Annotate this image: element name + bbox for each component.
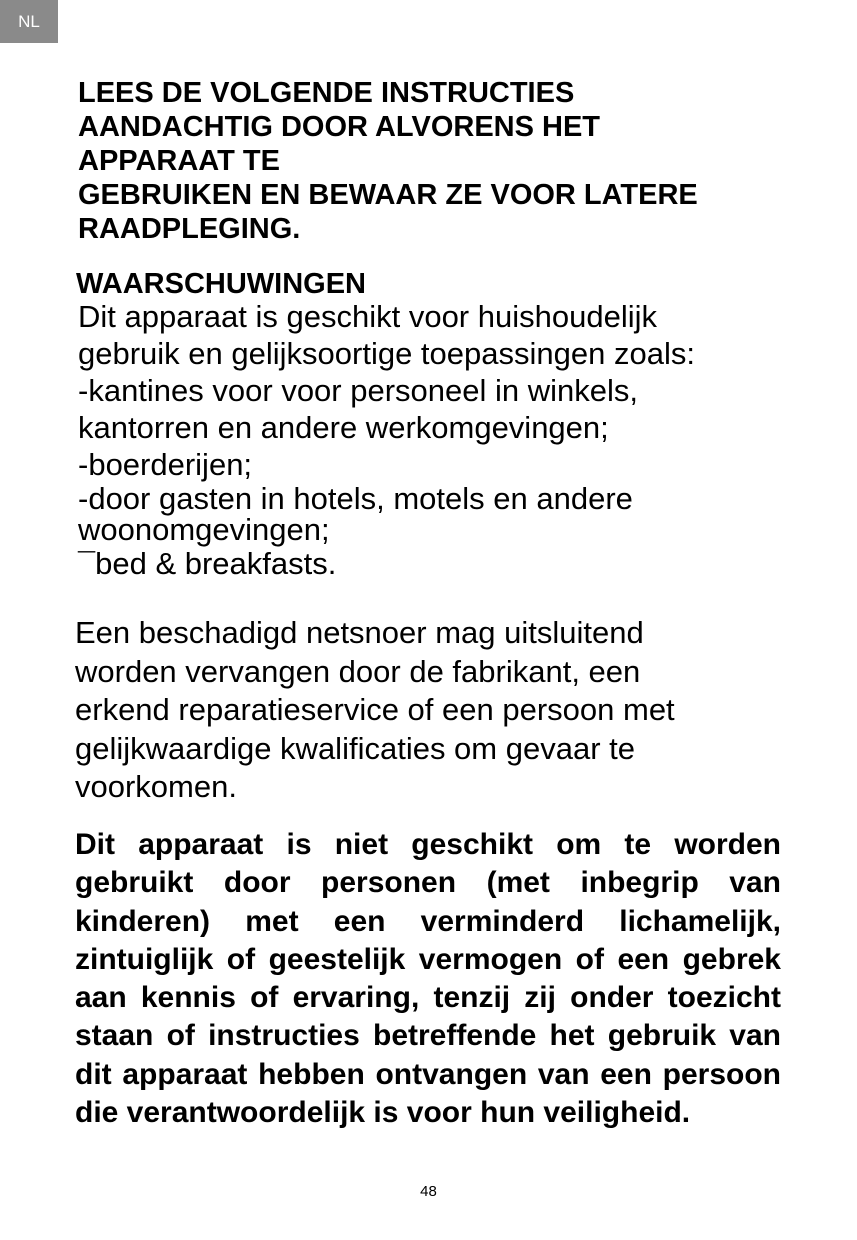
paragraph-line: Een beschadigd netsnoer mag uitsluitend xyxy=(75,615,644,650)
intro-line: Dit apparaat is geschikt voor huishoudelijk xyxy=(78,299,657,334)
intro-line: woonomgevingen; xyxy=(78,512,330,547)
language-tab: NL xyxy=(0,0,58,43)
heading-line: RAADPLEGING. xyxy=(78,213,301,245)
usage-intro xyxy=(78,298,818,582)
paragraph-line: erkend reparatieservice of een persoon met xyxy=(75,692,675,727)
intro-line: -boerderijen; xyxy=(78,447,253,482)
paragraph-line: gelijkwaardige kwalificaties om gevaar te xyxy=(75,730,635,766)
warnings-title: WAARSCHUWINGEN xyxy=(76,268,366,300)
intro-line: gebruik en gelijksoortige toepassingen zoals: xyxy=(78,336,695,371)
heading-line: APPARAAT TE xyxy=(78,145,280,177)
heading-line: LEES DE VOLGENDE INSTRUCTIES xyxy=(78,77,575,109)
intro-line: ¯bed & breakfasts. xyxy=(78,546,337,581)
instructions-heading xyxy=(78,76,798,246)
paragraph-line: voorkomen. xyxy=(75,769,237,804)
heading-line: AANDACHTIG DOOR ALVORENS HET xyxy=(78,111,600,143)
intro-line: kantorren en andere werkomgevingen; xyxy=(78,410,609,445)
intro-line: -door gasten in hotels, motels en andere xyxy=(78,481,633,516)
intro-line: -kantines voor voor personeel in winkels, xyxy=(78,373,638,408)
heading-line: GEBRUIKEN EN BEWAAR ZE VOOR LATERE xyxy=(78,179,698,211)
page-number: 48 xyxy=(420,1183,437,1200)
power-cord-paragraph xyxy=(75,614,815,807)
paragraph-line: worden vervangen door de fabrikant, een xyxy=(75,653,641,689)
safety-notice-paragraph: Dit apparaat is niet geschikt om te worden gebruikt door personen (met inbegrip van kinderen) met een verminderd lichamelijk, zintuiglijk of geestelijk vermogen of een gebrek aan kennis of ervaring, tenzij zij onder toezicht staan of instructies betreffende het gebruik van dit apparaat hebben ontvangen van een persoon die verantwoordelijk is voor hun veiligheid. xyxy=(75,828,781,1130)
